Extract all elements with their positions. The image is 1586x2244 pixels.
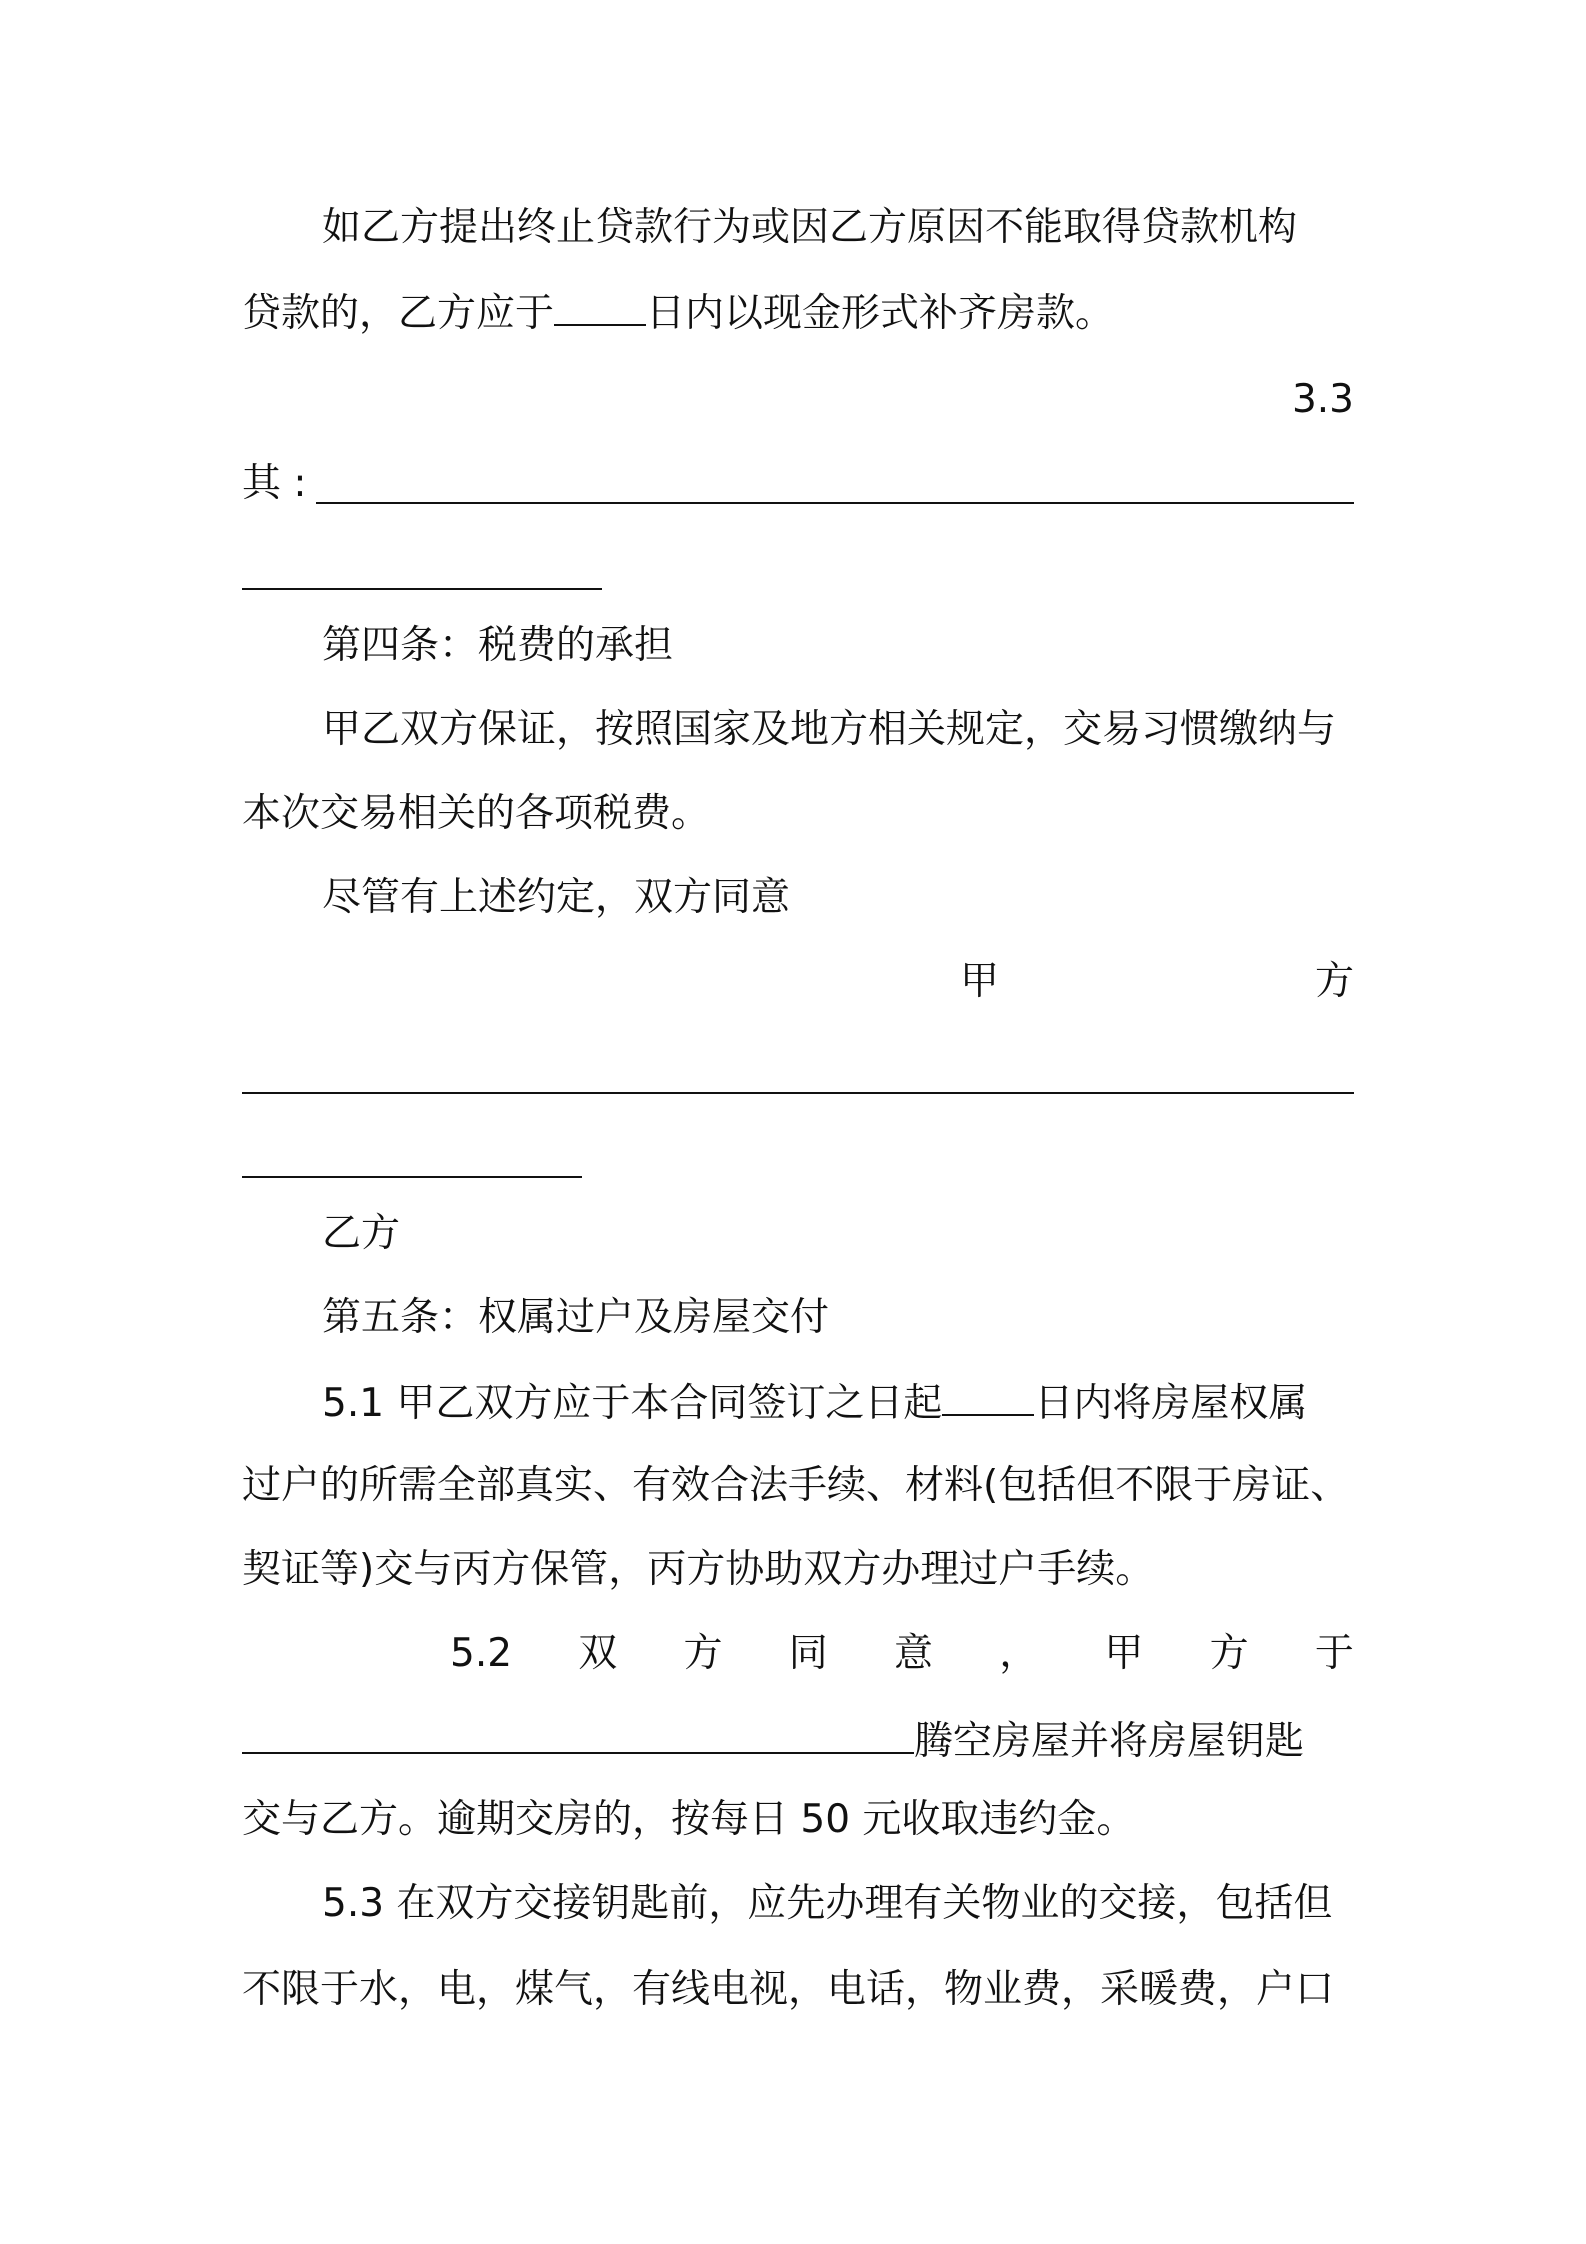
doc-line [242,870,1354,926]
blank-rule [242,588,602,590]
text: 日内将房屋权属 [1034,1381,1308,1426]
blank-rule [316,502,1354,504]
party-a-char: 甲 [960,959,1000,1004]
section-title [242,618,1354,674]
doc-line [242,1458,1354,1514]
clause-char: 意 [893,1631,933,1676]
clause-number [242,372,1354,428]
text: 日内以现金形式补齐房款。 [646,291,1115,336]
clause-char: 双 [578,1631,618,1676]
text: 如乙方提出终止贷款行为或因乙方原因不能取得贷款机构 [322,205,1298,250]
doc-line [242,1712,1354,1770]
blank-field [554,284,646,326]
doc-line [242,1962,1354,2018]
doc-line [242,702,1354,758]
clause-char: 甲 [1104,1631,1144,1676]
text: 过户的所需全部真实、有效合法手续、材料(包括但不限于房证、 [242,1463,1350,1508]
text: 5.1 甲乙双方应于本合同签订之日起 [322,1381,943,1426]
doc-line [242,1206,1354,1262]
doc-line [242,200,1354,256]
text: 交与乙方。逾期交房的，按每日 50 元收取违约金。 [242,1797,1136,1842]
text: 5.3 在双方交接钥匙前，应先办理有关物业的交接，包括但 [322,1881,1333,1926]
text: 尽管有上述约定，双方同意 [322,875,791,920]
clause-char: 方 [683,1631,723,1676]
blank-field [242,1712,914,1754]
section-title [242,1290,1354,1346]
party-a-row [960,954,1354,1010]
text: 甲乙双方保证，按照国家及地方相关规定，交易习惯缴纳与 [322,707,1337,752]
doc-line [242,1542,1354,1598]
article-4-title: 第四条：税费的承担 [322,623,674,668]
signature-line [242,1092,1354,1094]
clause-char: 同 [788,1631,828,1676]
party-b-label: 乙方 [322,1211,401,1256]
doc-line [242,1876,1354,1932]
article-5-title: 第五条：权属过户及房屋交付 [322,1295,830,1340]
doc-line [242,284,1354,342]
blank-field [942,1374,1034,1416]
clause-3-3-number: 3.3 [1291,377,1354,422]
clause-char: 于 [1314,1631,1354,1676]
clause-char: 方 [1209,1631,1249,1676]
text: 本次交易相关的各项税费。 [242,791,711,836]
text: 契证等)交与丙方保管，丙方协助双方办理过户手续。 [242,1547,1155,1592]
text: 不限于水，电，煤气，有线电视，电话，物业费，采暖费，户口 [242,1967,1335,2012]
clause-char: 5.2 [450,1631,513,1676]
clause-char: ， [999,1631,1039,1676]
signature-line [242,1176,582,1178]
text: 贷款的，乙方应于 [242,291,555,336]
text: 腾空房屋并将房屋钥匙 [914,1719,1305,1764]
clause-5-2-row [450,1626,1354,1682]
other-label: 其 : [242,461,307,506]
doc-line [242,786,1354,842]
party-a-char: 方 [1314,959,1354,1004]
doc-line [242,1792,1354,1848]
doc-line [242,1374,1354,1432]
